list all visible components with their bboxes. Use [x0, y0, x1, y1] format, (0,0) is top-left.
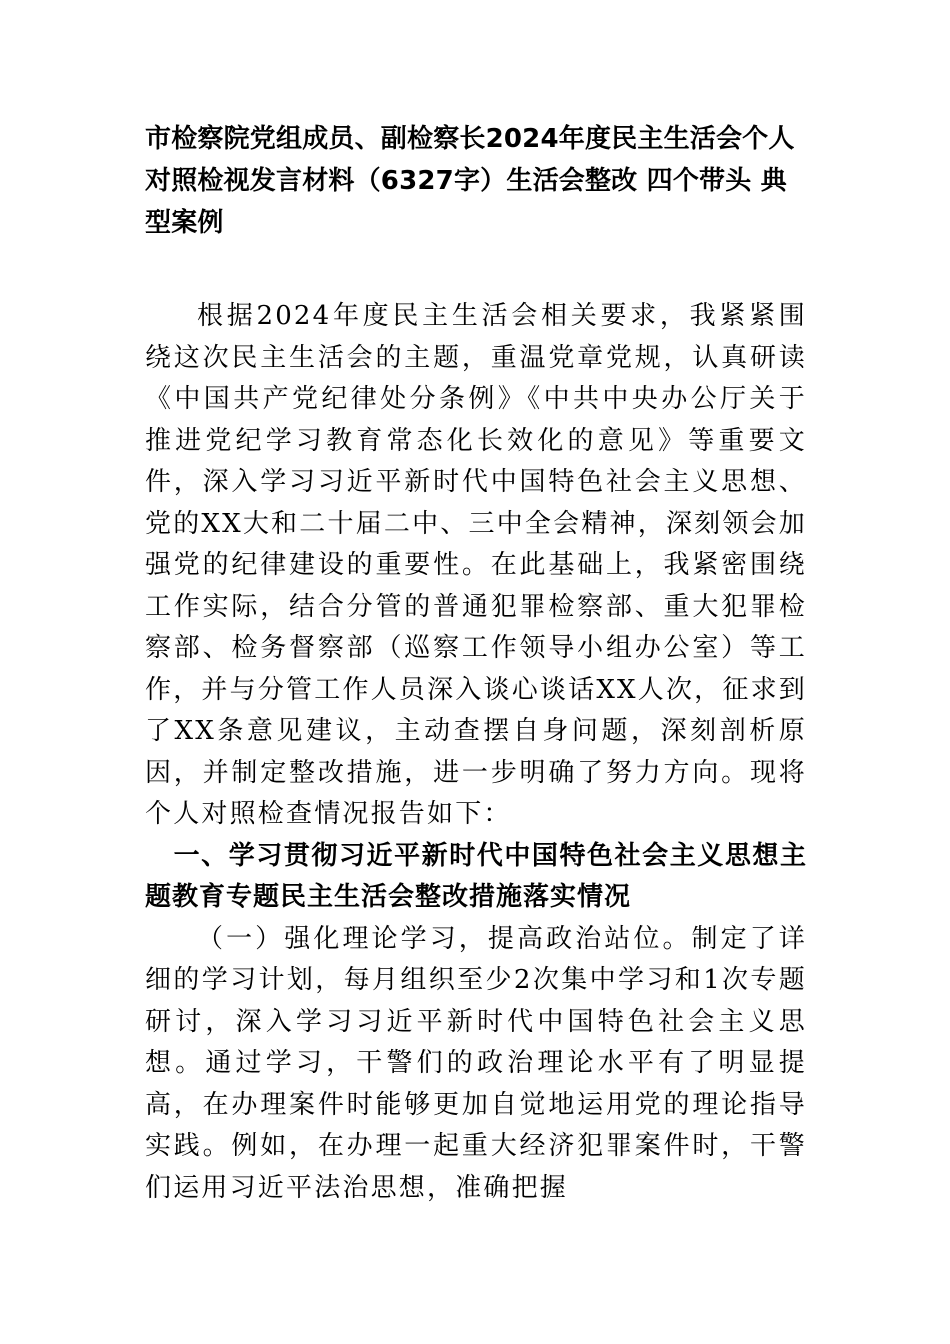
section-heading: 一、学习贯彻习近平新时代中国特色社会主义思想主题教育专题民主生活会整改措施落实情况	[145, 840, 807, 912]
section-paragraph: （一）强化理论学习，提高政治站位。制定了详细的学习计划，每月组织至少2次集中学习和1次专题研讨，深入学习习近平新时代中国特色社会主义思想。通过学习，干警们的政治理论水平有了明显提高，在办理案件时能够更加自觉地运用党的理论指导实践。例如，在办理一起重大经济犯罪案件时，干警们运用习近平法治思想，准确把握	[145, 923, 807, 1203]
document-title: 市检察院党组成员、副检察长2024年度民主生活会个人对照检视发言材料（6327字）生活会整改 四个带头 典型案例	[145, 124, 795, 238]
intro-paragraph: 根据2024年度民主生活会相关要求，我紧紧围绕这次民主生活会的主题，重温党章党规，认真研读《中国共产党纪律处分条例》《中共中央办公厅关于推进党纪学习教育常态化长效化的意见》等重要文件，深入学习习近平新时代中国特色社会主义思想、党的XX大和二十届二中、三中全会精神，深刻领会加强党的纪律建设的重要性。在此基础上，我紧密围绕工作实际，结合分管的普通犯罪检察部、重大犯罪检察部、检务督察部（巡察工作领导小组办公室）等工作，并与分管工作人员深入谈心谈话XX人次，征求到了XX条意见建议，主动查摆自身问题，深刻剖析原因，并制定整改措施，进一步明确了努力方向。现将个人对照检查情况报告如下：	[145, 301, 807, 829]
document-body	[145, 296, 807, 1209]
